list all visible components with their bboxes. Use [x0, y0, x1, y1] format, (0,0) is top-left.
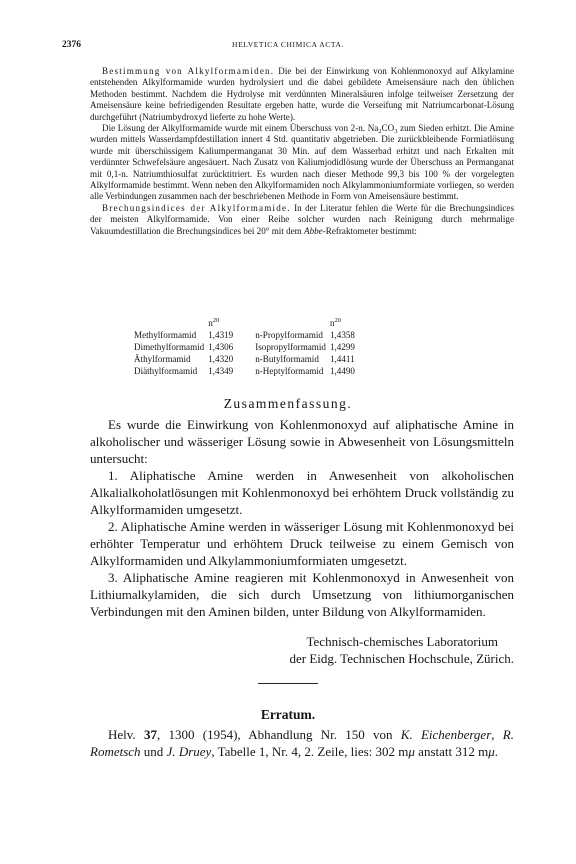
author-name: J. Druey: [166, 744, 212, 759]
affiliation-line-1: Technisch-chemisches Laboratorium: [306, 634, 498, 649]
author-name: R. Rometsch: [90, 727, 514, 759]
erratum-body: Helv. 37, 1300 (1954), Abhandlung Nr. 150 von K. Eichenberger, R. Rometsch und J. Druey, Tabelle 1, Nr. 4, 2. Zeile, lies: 302 mμ anstatt 312 mμ.: [90, 727, 514, 759]
table-row: Äthylformamid 1,4320 n-Butylformamid 1,4411: [134, 354, 355, 364]
column-header: $n^{20}$: [208, 316, 220, 328]
table-row: Diäthylformamid 1,4349 n-Heptylformamid 1,4490: [134, 366, 355, 376]
paragraph-formamide-determination: Bestimmung von Alkylformamiden. Die bei der Einwirkung von Kohlenmonoxyd auf Alkylamine entstehenden Alkylformamide wurden hydrolysiert und die dabei gebildete Ameisensäure nach den üblichen Methoden bestimmt. Nachdem die Hydrolyse mit verdünnten Mineralsäuren infolge teilweiser Zersetzung der Ameisensäure keine befriedigenden Resultate ergeben hatte, wurde die Verseifung mit Natriumcarbonat-Lösung durchgeführt (Natriumbydroxyd lieferte zu hohe Werte).: [90, 66, 514, 122]
page-number: 2376: [62, 40, 81, 50]
summary-item-1: 1. Aliphatische Amine werden in Anwesenheit von alkoholischen Alkalialkoholatlösungen mit Kohlenmonoxyd bei erhöhtem Druck vollständig zu Alkylformamiden umgesetzt.: [90, 468, 514, 517]
erratum-title: Erratum.: [260, 707, 316, 722]
summary-item-3: 3. Aliphatische Amine reagieren mit Kohlenmonoxyd in Anwesenheit von Lithiumalkylamiden, die sich durch Umsetzung von lithiumorganischen Verbindungen mit den Aminen bilden, unter Bildung von Alkylformamiden.: [90, 570, 514, 619]
affiliation: [90, 633, 514, 667]
volume-number: 37: [143, 727, 157, 742]
summary-item-2: 2. Aliphatische Amine werden in wässeriger Lösung mit Kohlenmonoxyd bei erhöhter Temperatur und erhöhtem Druck teilweise zu einem Gemisch von Alkylformamiden und Alkylammoniumformiaten umgesetzt.: [90, 519, 514, 568]
summary-intro: Es wurde die Einwirkung von Kohlenmonoxyd auf aliphatische Amine in alkoholischer und wässeriger Lösung sowie in Abwesenheit von Lösungsmitteln untersucht:: [90, 417, 514, 466]
column-header: $n^{20}$: [329, 316, 341, 328]
summary-title: Zusammenfassung.: [223, 396, 353, 411]
paragraph-heading: Bestimmung von Alkylformamiden.: [102, 66, 275, 76]
paragraph-refractive-indices: Brechungsindices der Alkylformamide. In der Literatur fehlen die Werte für die Brechungsindices der meisten Alkylformamide. Von einer Reihe solcher wurden nach Reinigung durch mehrmalige Vakuumdestillation die Brechungsindices bei 20° mit dem Abbe-Refraktometer bestimmt:: [90, 202, 514, 236]
refractive-index-table: [132, 317, 357, 377]
table-row: Dimethylformamid 1,4306 Isopropylformamid 1,4299: [134, 342, 355, 352]
summary-body: [90, 416, 514, 620]
table-header-row: [132, 317, 357, 329]
table-row: Methylformamid 1,4319 n-Propylformamid 1,4358: [134, 330, 355, 340]
journal-title: HELVETICA CHIMICA ACTA.: [232, 40, 344, 49]
section-divider: [258, 683, 318, 684]
author-name: K. Eichenberger: [400, 727, 492, 742]
paragraph-procedure: Die Lösung der Alkylformamide wurde mit einem Überschuss von 2-n. $Na_2CO_3$ zum Sieden erhitzt. Die Amine wurden mittels Wasserdampfdestillation innert 4 Std. quantitativ abgetrieben. Die zurückbleibende Formiatlösung wurde mit überschüssigem Kaliumpermanganat 30 Min. auf dem Wasserbad erhitzt und nach Erkalten mit verdünnter Schwefelsäure angesäuert. Nach Zusatz von Kaliumjodidlösung wurde der Überschuss an Permanganat mit 0,1-n. Natriumthiosulfat zurücktitriert. Es wurden nach dieser Methode 99,3 bis 100 % der vorgelegten Alkylformamide bestimmt. Wenn neben den Alkylformamiden noch Alkylammoniumformiate vorliegen, so werden alle Verbindungen zusammen nach der beschriebenen Methode in Form von Ameisensäure bestimmt.: [90, 123, 514, 202]
paragraph-heading: Brechungsindices der Alkylformamide.: [102, 202, 291, 213]
page-header: [62, 40, 514, 54]
affiliation-line-2: der Eidg. Technischen Hochschule, Zürich.: [289, 651, 514, 666]
methods-section: [90, 66, 514, 237]
